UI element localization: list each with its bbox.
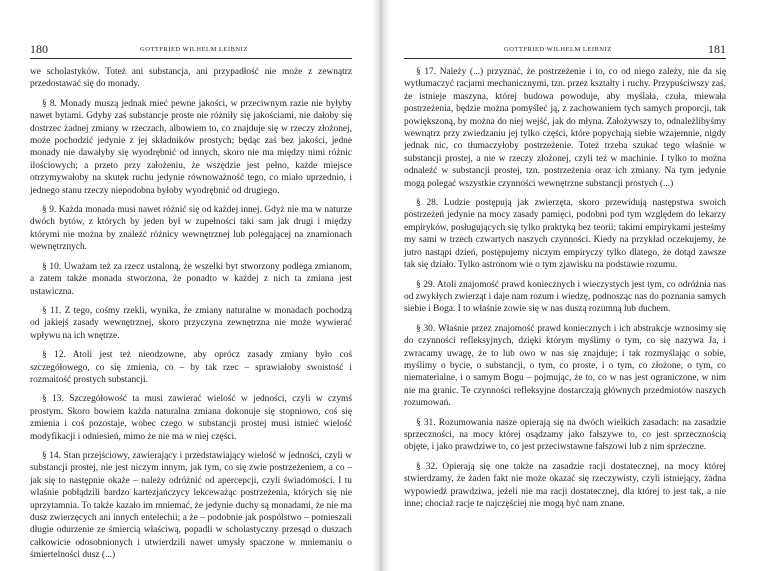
running-head: GOTTFRIED WILHELM LEIBNIZ	[504, 46, 612, 53]
paragraph: § 13. Szczegółowość ta musi zawierać wielość w jedności, czyli w czymś prostym. Skoro bowiem każda naturalna zmiana dokonuje się stopniowo, coś się zmienia i coś pozostaje, wobec czego w substancji prostej musi istnieć wielość modyfikacji i odniesień, mimo że nie ma w niej części.	[30, 394, 352, 442]
page-number: 181	[708, 42, 726, 56]
paragraph: § 9. Każda monada musi nawet różnić się od każdej innej. Gdyż nie ma w naturze dwóch bytów, z których by jeden był w zupełności taki sam jak drugi i między którymi nie można by znaleźć różnicy wewnętrznej lub polegającej na znamionach wewnętrznych.	[30, 205, 352, 253]
book-gutter	[372, 0, 390, 571]
paragraph: § 31. Rozumowania nasze opierają się na dwóch wielkich zasadach: na zasadzie sprzeczności, na mocy której osądzamy jako fałszywe to, co jest sprzecznością objęte, i jako prawdziwe to, co jest przeciwstawne fałszowi lub z nim sprzeczne.	[404, 417, 726, 453]
paragraph: § 8. Monady muszą jednak mieć pewne jakości, w przeciwnym razie nie byłyby nawet bytami. Gdyby zaś substancje proste nie różniły się jakościami, nie dałoby się dostrzec żadnej zmiany w rzeczach, albowiem to, co znajduje się w rzeczy złożonej, może pochodzić jedynie z jej składników prostych; będąc zaś bez jakości, jedne monady nie dawałyby się wyodrębnić od innych, skoro nie ma między nimi różnic ilościowych; a przeto przy założeniu, że wszędzie jest pełno, każde miejsce otrzymywałoby na skutek ruchu jedynie równoważność tego, co miało uprzednio, i jednego stanu rzeczy niepodobna byłoby wyodrębnić od drugiego.	[30, 98, 352, 196]
paragraph: we scholastyków. Toteż ani substancja, ani przypadłość nie może z zewnątrz przedostawać się do monady.	[30, 67, 352, 90]
right-page-text	[404, 66, 726, 517]
paragraph: § 28. Ludzie postępują jak zwierzęta, skoro przewidują następstwa swoich postrzeżeń jedynie na mocy zasady pamięci, podobni pod tym względem do lekarzy empiryków, posługujących się tylko praktyką bez teorii; takimi empirykami jesteśmy my sami w trzech czwartych naszych czynności. Kiedy na przykład oczekujemy, że jutro nastąpi dzień, postępujemy niczym empiryczy tylko dlatego, że dotąd zawsze tak się działo. Tylko astronom wie o tym zjawisku na podstawie rozumu.	[404, 198, 726, 271]
paragraph: § 30. Właśnie przez znajomość prawd koniecznych i ich abstrakcje wznosimy się do czynności refleksyjnych, dzięki którym myślimy o tym, co się nazywa Ja, i zwracamy uwagę, że to lub owo w nas się znajduje; i tak rozmyślając o sobie, myślimy o bycie, o substancji, o tym, co proste, i o tym, co złożone, o tym, co niematerialne, i o samym Bogu – pojmując, że to, co w nas jest ograniczone, w nim nie ma granic. Te czynności refleksyjne dostarczają głównych przedmiotów naszych rozumowań.	[404, 323, 726, 409]
left-page-header	[30, 42, 352, 59]
paragraph: § 32. Opierają się one także na zasadzie racji dostatecznej, na mocy której stwierdzamy, że żaden fakt nie może okazać się rzeczywisty, czyli istniejący, żadna wypowiedź prawdziwa, jeżeli nie ma racji dostatecznej, dla której to jest tak, a nie inne; chociaż racje te najczęściej nie mogą być nam znane.	[404, 461, 726, 509]
right-page-header	[404, 42, 726, 59]
left-page	[0, 0, 372, 571]
right-page	[390, 0, 760, 571]
paragraph: § 11. Z tego, cośmy rzekli, wynika, że zmiany naturalne w monadach pochodzą od jakiejś zasady wewnętrznej, skoro przyczyna zewnętrzna nie może wywierać wpływu na ich wnętrze.	[30, 305, 352, 341]
paragraph: § 14. Stan przejściowy, zawierający i przedstawiający wielość w jedności, czyli w substancji prostej, nie jest niczym innym, jak tym, co się zwie postrzeżeniem, a co – jak się to następnie okaże – należy odróżnić od apercepcji, czyli świadomości. I tu właśnie pobłądzili bardzo kartezjańczycy lekceważąc postrzeżenia, których się nie uprzytamnia. To także kazało im mniemać, że jedynie duchy są monadami, że nie ma dusz zwierzęcych ani innych entelechii; a że – podobnie jak pospólstwo – pomieszali długie odurzenie ze śmiercią właściwą, popadli w scholastyczny przesąd o duszach całkowicie odosobnionych i utwierdzili nawet umysły spaczone w mniemaniu o śmiertelności dusz (...)	[30, 450, 352, 561]
paragraph: § 17. Należy (...) przyznać, że postrzeżenie i to, co od niego zależy, nie da się wytłumaczyć racjami mechanicznymi, tzn. przez kształty i ruchy. Przypuściwszy zaś, że istnieje maszyna, której budowa powoduje, aby myślała, czuła, miewała postrzeżenia, będzie można pomyśleć ją, z zachowaniem tych samych proporcji, tak powiększoną, by można do niej wejść, jak do młyna. Założywszy to, odnależlibyśmy wewnątrz przy zwiedzaniu jej tylko części, które popychają siebie wzajemnie, nigdy jednak nic, co tłumaczyłoby postrzeżenie. Toteż trzeba szukać tego właśnie w substancji prostej, a nie w rzeczy złożonej, czyli też w machinie. I tylko to można odnaleźć w substancji prostej, tzn. postrzeżenia oraz ich zmiany. Na tym jedynie mogą polegać wszystkie czynności wewnętrzne substancji prostych (...)	[404, 67, 726, 189]
paragraph: § 12. Atoli jest też nieodzowne, aby oprócz zasady zmiany było coś szczegółowego, co się zmienia, co – by tak rzec – sprawiałoby swoistość i rozmaitość prostych substancji.	[30, 350, 352, 385]
paragraph: § 10. Uważam też za rzecz ustaloną, że wszelki byt stworzony podlega zmianom, a zatem także monada stworzona, że ponadto w każdej z nich ta zmiana jest ustawiczna.	[30, 261, 352, 297]
running-head: GOTTFRIED WILHELM LEIBNIZ	[140, 46, 248, 53]
paragraph: § 29. Atoli znajomość prawd koniecznych i wieczystych jest tym, co odróżnia nas od zwykłych zwierząt i daje nam rozum i wiedzę, podnosząc nas do poznania samych siebie i Boga. I to właśnie zowie się w nas duszą rozumną lub duchem.	[404, 279, 726, 315]
page-number: 180	[30, 42, 48, 56]
left-page-text	[30, 66, 352, 569]
